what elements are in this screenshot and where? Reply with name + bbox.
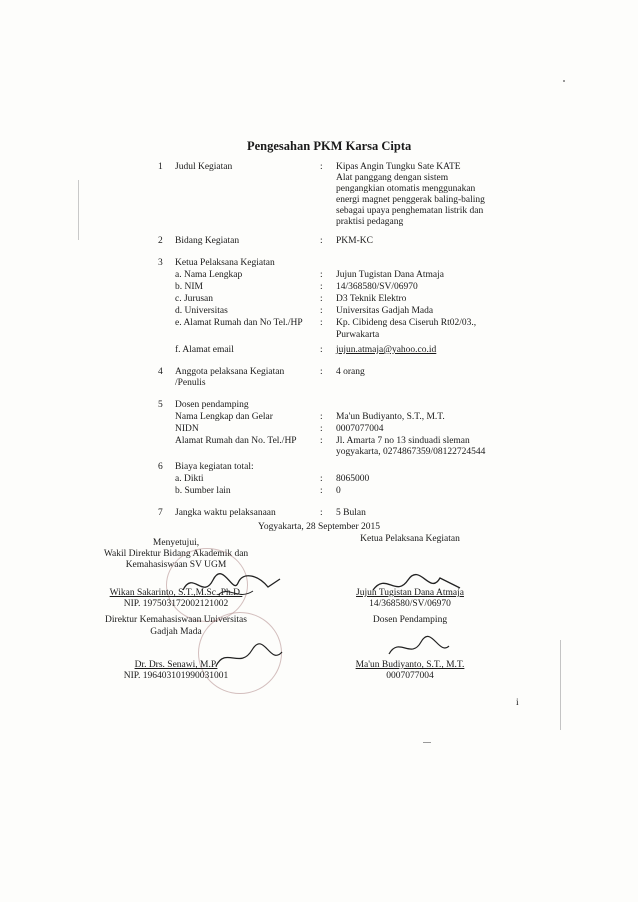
item-value: 4 orang xyxy=(336,367,365,377)
sub-value: Ma'un Budiyanto, S.T., M.T. xyxy=(336,412,445,422)
sub-label: f. Alamat email xyxy=(175,345,234,355)
colon: : xyxy=(320,345,323,355)
item-number: 7 xyxy=(158,508,163,518)
item-value: energi magnet penggerak baling-baling xyxy=(336,195,485,205)
item-number: 2 xyxy=(158,236,163,246)
sub-label: d. Universitas xyxy=(175,306,228,316)
item-label: Dosen pendamping xyxy=(175,400,249,410)
sign-header: Direktur Kemahasiswaan Universitas xyxy=(105,615,247,625)
sign-header: Ketua Pelaksana Kegiatan xyxy=(360,534,460,544)
item-value: 5 Bulan xyxy=(336,508,366,518)
colon: : xyxy=(320,294,323,304)
signer-id: 14/368580/SV/06970 xyxy=(369,599,451,609)
signer-id: 0007077004 xyxy=(386,671,434,681)
signer-id: NIP. 197503172002121002 xyxy=(123,599,229,609)
sign-header: Wakil Direktur Bidang Akademik dan xyxy=(103,549,249,559)
item-value: PKM-KC xyxy=(336,236,373,246)
page-title: Pengesahan PKM Karsa Cipta xyxy=(247,139,412,153)
sub-value: D3 Teknik Elektro xyxy=(336,294,407,304)
email-link[interactable]: jujun.atmaja@yahoo.co.id xyxy=(336,345,437,355)
signer-name: Ma'un Budiyanto, S.T., M.T. xyxy=(355,660,465,670)
sub-value: Jujun Tugistan Dana Atmaja xyxy=(336,270,444,280)
item-number: 3 xyxy=(158,258,163,268)
sub-label: b. NIM xyxy=(175,282,203,292)
sub-label: Nama Lengkap dan Gelar xyxy=(175,412,273,422)
sign-header: Kemahasiswaan SV UGM xyxy=(125,560,227,570)
item-label: /Penulis xyxy=(175,378,206,388)
colon: : xyxy=(320,486,323,496)
sub-value: 0007077004 xyxy=(336,424,384,434)
sub-label: b. Sumber lain xyxy=(175,486,231,496)
sub-value: Jl. Amarta 7 no 13 sinduadi sleman xyxy=(336,436,470,446)
signer-name: Dr. Drs. Senawi, M.P. xyxy=(134,660,218,670)
colon: : xyxy=(320,236,323,246)
sub-value: 14/368580/SV/06970 xyxy=(336,282,418,292)
sub-value: yogyakarta, 0274867359/08122724544 xyxy=(336,447,486,457)
scan-mark xyxy=(563,80,565,82)
item-label: Anggota pelaksana Kegiatan xyxy=(175,367,285,377)
colon: : xyxy=(320,508,323,518)
signature-maun xyxy=(385,632,455,662)
scan-mark xyxy=(560,640,561,730)
colon: : xyxy=(320,318,323,328)
sub-value: Purwakarta xyxy=(336,330,380,340)
item-label: Judul Kegiatan xyxy=(175,162,233,172)
item-value: pengangkian otomatis menggunakan xyxy=(336,184,476,194)
sub-label: c. Jurusan xyxy=(175,294,213,304)
colon: : xyxy=(320,270,323,280)
sign-header: Menyetujui, xyxy=(152,538,200,548)
colon: : xyxy=(320,367,323,377)
sub-value: 8065000 xyxy=(336,474,370,484)
item-value: sebagai upaya penghematan listrik dan xyxy=(336,206,484,216)
item-label: Bidang Kegiatan xyxy=(175,236,240,246)
colon: : xyxy=(320,306,323,316)
item-label: Biaya kegiatan total: xyxy=(175,462,254,472)
item-value: Kipas Angin Tungku Sate KATE xyxy=(336,162,461,172)
scan-mark xyxy=(423,742,431,743)
sub-label: e. Alamat Rumah dan No Tel./HP xyxy=(175,318,303,328)
colon: : xyxy=(320,424,323,434)
item-number: 5 xyxy=(158,400,163,410)
sub-label: Alamat Rumah dan No. Tel./HP xyxy=(175,436,297,446)
sign-header: Gadjah Mada xyxy=(150,627,202,637)
scan-mark xyxy=(78,180,79,240)
place-date: Yogyakarta, 28 September 2015 xyxy=(258,522,380,532)
sub-value: Universitas Gadjah Mada xyxy=(336,306,434,316)
sub-label: a. Dikti xyxy=(175,474,204,484)
sub-label: a. Nama Lengkap xyxy=(175,270,243,280)
colon: : xyxy=(320,162,323,172)
sub-value: Kp. Cibideng desa Ciseruh Rt02/03., xyxy=(336,318,477,328)
colon: : xyxy=(320,474,323,484)
colon: : xyxy=(320,282,323,292)
sub-label: NIDN xyxy=(175,424,199,434)
signer-name: Wikan Sakarinto, S.T.,M.Sc.,Ph.D. xyxy=(109,588,243,598)
signer-name: Jujun Tugistan Dana Atmaja xyxy=(356,588,464,598)
colon: : xyxy=(320,436,323,446)
item-number: 6 xyxy=(158,462,163,472)
sub-value: 0 xyxy=(336,486,341,496)
item-label: Ketua Pelaksana Kegiatan xyxy=(175,258,275,268)
item-value: Alat panggang dengan sistem xyxy=(336,173,449,183)
item-label: Jangka waktu pelaksanaan xyxy=(175,508,276,518)
item-value: praktisi pedagang xyxy=(336,217,404,227)
item-number: 1 xyxy=(158,162,163,172)
sign-header: Dosen Pendamping xyxy=(372,615,448,625)
signer-id: NIP. 196403101990031001 xyxy=(123,671,229,681)
item-number: 4 xyxy=(158,367,163,377)
page-number: i xyxy=(516,698,519,708)
colon: : xyxy=(320,412,323,422)
